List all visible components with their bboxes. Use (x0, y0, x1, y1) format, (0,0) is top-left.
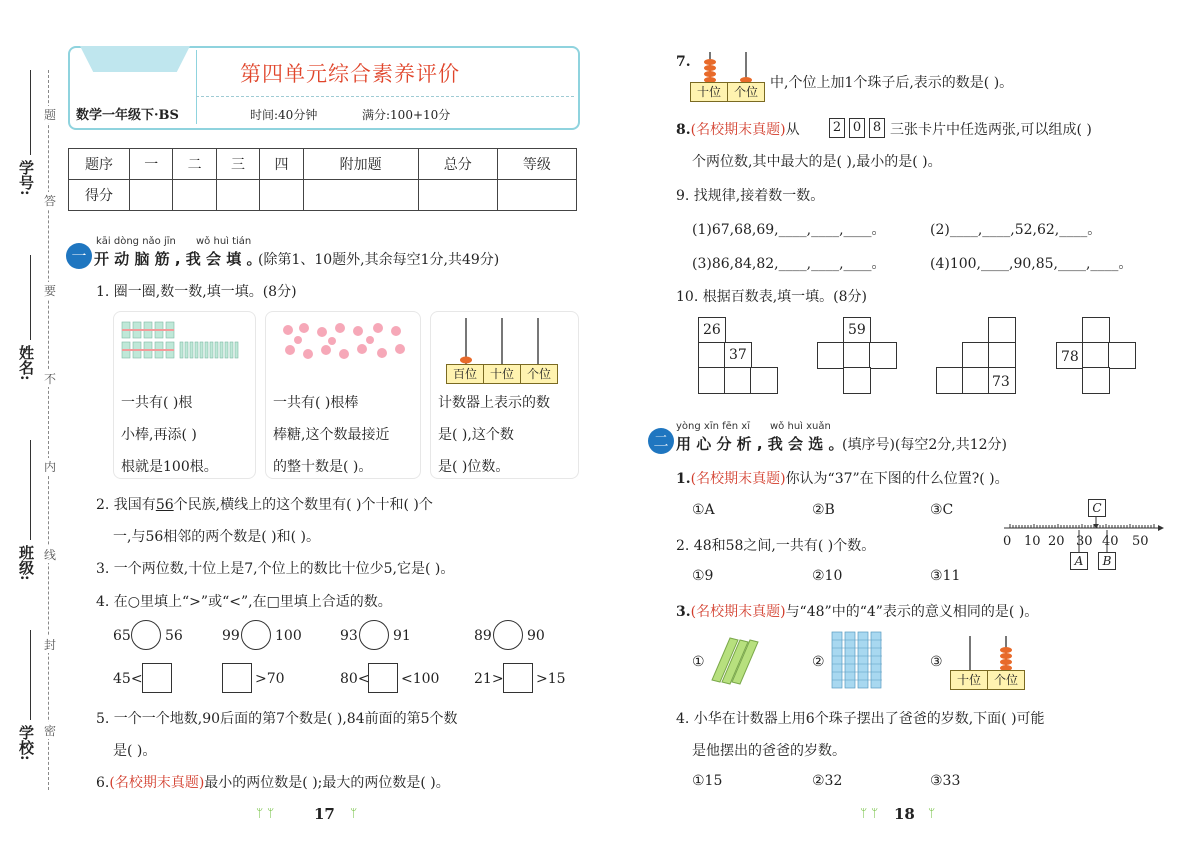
q4-number: 91 (393, 628, 411, 644)
card3-line1: 计数器上表示的数 (438, 395, 550, 411)
grid-cell[interactable] (750, 367, 778, 394)
tick-label: 30 (1076, 534, 1093, 549)
seal-char: 答 (44, 194, 57, 208)
seal-char: 不 (44, 372, 57, 386)
option[interactable]: ③C (930, 502, 954, 518)
question-7-text: 中,个位上加1个珠子后,表示的数是( )。 (770, 75, 1014, 91)
sprout-icon: ᛘ ᛘ (256, 806, 275, 820)
section-number-badge: 一 (66, 243, 92, 269)
place-hundreds-label: 百位 (446, 364, 484, 384)
question-5-line2: 是( )。 (113, 743, 157, 759)
tick-label: 0 (1003, 534, 1012, 549)
card2-line3: 的整十数是( )。 (273, 459, 373, 475)
card1-line2: 小棒,再添( ) (121, 427, 197, 443)
page-number-right: 18 (894, 805, 915, 823)
compare-circle[interactable] (131, 620, 161, 650)
compare-circle[interactable] (359, 620, 389, 650)
sprout-icon: ᛘ (928, 806, 936, 820)
score-input-cell[interactable] (303, 180, 418, 211)
s2q1-number: 1. (676, 471, 691, 487)
card3-line2: 是( ),这个数 (438, 427, 514, 443)
abacus-illustration (446, 316, 556, 366)
s2-question-2: 2. 48和58之间,一共有( )个数。 (676, 538, 876, 554)
q2-prefix: 2. 我国有 (96, 497, 156, 513)
option-mark[interactable]: ③ (930, 654, 943, 670)
score-input-cell[interactable] (130, 180, 173, 211)
lollipops-illustration (282, 322, 412, 368)
grid-cell[interactable] (1108, 342, 1136, 369)
question-4: 4. 在○里填上“>”或“<”,在□里填上合适的数。 (96, 594, 392, 610)
subject-label: 数学一年级下·BS (76, 108, 179, 123)
section-pinyin: yòng xīn fēn xī (676, 421, 750, 432)
question-5-line1: 5. 一个一个地数,90后面的第7个数是( ),84前面的第5个数 (96, 711, 458, 727)
grid-cell[interactable] (817, 342, 845, 369)
q4-number: 89 (474, 628, 492, 644)
grid-cell[interactable] (843, 342, 871, 369)
header-rule (196, 96, 574, 97)
abacus-illustration (950, 634, 1026, 672)
q9-sequence-1: (1)67,68,69,____,____,____。 (692, 222, 886, 238)
q9-sequence-2: (2)____,____,52,62,____。 (930, 222, 1102, 238)
grid-cell[interactable] (988, 342, 1016, 369)
grid-cell[interactable] (988, 317, 1016, 344)
grid-cell[interactable] (698, 367, 726, 394)
time-label: 时间:40分钟 (250, 108, 318, 122)
place-tens-label: 十位 (950, 670, 988, 690)
q9-sequence-3: (3)86,84,82,____,____,____。 (692, 256, 886, 272)
card1-line3: 根就是100根。 (121, 459, 218, 475)
q4-expr: >15 (536, 671, 566, 687)
question-2-line1 (96, 494, 433, 514)
bundled-sticks-illustration (832, 632, 884, 690)
q8-text-b: 三张卡片中任选两张,可以组成( ) (890, 122, 1092, 138)
abacus-illustration (690, 50, 766, 84)
school-blank (30, 630, 31, 720)
q4-expr: >70 (255, 671, 285, 687)
grid-cell[interactable] (1082, 317, 1110, 344)
section-pinyin: wǒ huì tián (196, 236, 252, 247)
q4-expr: <100 (401, 671, 440, 687)
answer-box[interactable] (142, 663, 172, 693)
seal-char: 封 (44, 638, 57, 652)
option[interactable]: ①15 (692, 773, 723, 789)
section-note: (填序号)(每空2分,共12分) (842, 437, 1008, 453)
q2-suffix: 个民族,横线上的这个数里有( )个十和( )个 (173, 497, 433, 513)
q6-number: 6. (96, 775, 110, 791)
q4-expr: 80< (340, 671, 370, 687)
name-blank (30, 255, 31, 340)
section-title: 用 心 分 析 , 我 会 选 。 (676, 435, 844, 453)
student-id-blank (30, 70, 31, 155)
question-1: 1. 圈一圈,数一数,填一填。(8分) (96, 284, 297, 300)
s2-question-3 (676, 601, 1038, 621)
grid-cell[interactable] (1082, 367, 1110, 394)
grid-cell[interactable] (962, 367, 990, 394)
grid-cell[interactable] (936, 367, 964, 394)
option[interactable]: ③11 (930, 568, 961, 584)
sprout-icon: ᛘ ᛘ (860, 806, 879, 820)
q8-number: 8. (676, 122, 691, 138)
grid-number: 78 (1061, 349, 1079, 365)
table-cell: 二 (173, 149, 216, 180)
grid-number: 59 (848, 322, 866, 338)
name-label: 姓名: (17, 345, 35, 381)
seal-char: 要 (44, 284, 57, 298)
digit-card: 0 (849, 118, 865, 138)
q9-sequence-4: (4)100,____,90,85,____,____。 (930, 256, 1133, 272)
question-10: 10. 根据百数表,填一填。(8分) (676, 289, 867, 305)
q4-number: 99 (222, 628, 240, 644)
option-mark[interactable]: ② (812, 654, 825, 670)
s2-question-4-line2: 是他摆出的爸爸的岁数。 (692, 743, 846, 759)
table-cell: 总分 (418, 149, 497, 180)
grid-number: 26 (703, 322, 721, 338)
q4-number: 100 (275, 628, 302, 644)
seal-char: 线 (44, 548, 57, 562)
answer-box[interactable] (503, 663, 533, 693)
tick-label: 40 (1102, 534, 1119, 549)
section-pinyin: wǒ huì xuǎn (770, 421, 831, 432)
option[interactable]: ①A (692, 502, 715, 518)
section-note: (除第1、10题外,其余每空1分,共49分) (258, 252, 500, 268)
question-2-line2: 一,与56相邻的两个数是( )和( )。 (113, 529, 321, 545)
q2-underlined-number: 56 (155, 497, 174, 513)
class-blank (30, 440, 31, 540)
section-title: 开 动 脑 筋 , 我 会 填 。 (94, 250, 262, 268)
grid-number: 73 (992, 374, 1010, 390)
header-divider (196, 50, 197, 124)
grid-cell[interactable] (843, 367, 871, 394)
place-tens-label: 十位 (483, 364, 521, 384)
s2q3-text: 与“48”中的“4”表示的意义相同的是( )。 (785, 604, 1039, 620)
point-label-a: A (1070, 552, 1088, 570)
section-pinyin: kāi dòng nǎo jīn (96, 236, 176, 247)
seal-char: 密 (44, 724, 57, 738)
digit-card: 8 (869, 118, 885, 138)
q4-number: 65 (113, 628, 131, 644)
table-row (69, 149, 577, 180)
answer-box[interactable] (222, 663, 252, 693)
card1-line1: 一共有( )根 (121, 395, 193, 411)
place-ones-label: 个位 (727, 82, 765, 102)
option[interactable]: ②B (812, 502, 835, 518)
grid-cell[interactable] (869, 342, 897, 369)
table-cell: 附加题 (303, 149, 418, 180)
s2q3-source-tag: (名校期末真题) (690, 604, 786, 620)
table-cell: 得分 (69, 180, 130, 211)
q6-text: 最小的两位数是( );最大的两位数是( )。 (204, 775, 450, 791)
tick-label: 10 (1024, 534, 1041, 549)
q4-number: 56 (165, 628, 183, 644)
answer-box[interactable] (368, 663, 398, 693)
grid-cell[interactable] (1082, 342, 1110, 369)
question-3: 3. 一个两位数,十位上是7,个位上的数比十位少5,它是( )。 (96, 561, 455, 577)
table-cell: 四 (260, 149, 303, 180)
binding-line (48, 70, 49, 790)
option[interactable]: ②10 (812, 568, 843, 584)
digit-card: 2 (829, 118, 845, 138)
score-table (68, 148, 577, 211)
s2q3-number: 3. (676, 604, 691, 620)
s2-question-1 (676, 468, 1009, 488)
s2-question-4-line1: 4. 小华在计数器上用6个珠子摆出了爸爸的岁数,下面( )可能 (676, 711, 1045, 727)
q8-text-a: 从 (785, 122, 800, 138)
page-number-left: 17 (314, 805, 335, 823)
seal-char: 内 (44, 460, 57, 474)
grid-cell[interactable] (962, 342, 990, 369)
page-title: 第四单元综合素养评价 (240, 62, 460, 86)
card2-line1: 一共有( )根棒 (273, 395, 359, 411)
q4-expr: 21> (474, 671, 504, 687)
question-8-line2: 个两位数,其中最大的是( ),最小的是( )。 (692, 154, 942, 170)
section-number-badge: 二 (648, 428, 674, 454)
question-7-number: 7. (676, 54, 691, 70)
q8-source-tag: (名校期末真题) (690, 122, 786, 138)
option[interactable]: ③33 (930, 773, 961, 789)
table-cell: 题序 (69, 149, 130, 180)
grid-cell[interactable] (724, 367, 752, 394)
table-cell: 等级 (497, 149, 576, 180)
score-input-cell[interactable] (497, 180, 576, 211)
full-score-label: 满分:100+10分 (362, 108, 451, 122)
table-row (69, 180, 577, 211)
option[interactable]: ②32 (812, 773, 843, 789)
grid-number: 37 (729, 347, 747, 363)
compare-circle[interactable] (493, 620, 523, 650)
question-8-line1 (676, 119, 800, 139)
tick-label: 50 (1132, 534, 1149, 549)
grid-cell[interactable] (698, 342, 726, 369)
sprout-icon: ᛘ (350, 806, 358, 820)
class-label: 班级: (17, 545, 35, 581)
card2-line2: 棒糖,这个数最接近 (273, 427, 390, 443)
q4-number: 93 (340, 628, 358, 644)
card3-line3: 是( )位数。 (438, 459, 510, 475)
option[interactable]: ①9 (692, 568, 714, 584)
question-9: 9. 找规律,接着数一数。 (676, 188, 825, 204)
q4-number: 90 (527, 628, 545, 644)
q4-expr: 45< (113, 671, 143, 687)
point-label-c: C (1088, 499, 1106, 517)
score-input-cell[interactable] (260, 180, 303, 211)
sticks-illustration (710, 636, 760, 686)
school-label: 学校: (17, 725, 35, 761)
tick-label: 20 (1048, 534, 1065, 549)
option-mark[interactable]: ① (692, 654, 705, 670)
place-ones-label: 个位 (987, 670, 1025, 690)
sticks-illustration (122, 322, 248, 362)
place-ones-label: 个位 (520, 364, 558, 384)
header-tab-decoration (80, 46, 190, 72)
compare-circle[interactable] (241, 620, 271, 650)
question-6 (96, 772, 450, 792)
score-input-cell[interactable] (418, 180, 497, 211)
s2q1-source-tag: (名校期末真题) (690, 471, 786, 487)
seal-char: 题 (44, 108, 57, 122)
q6-source-tag: (名校期末真题) (109, 775, 205, 791)
place-tens-label: 十位 (690, 82, 728, 102)
table-cell: 一 (130, 149, 173, 180)
score-input-cell[interactable] (216, 180, 259, 211)
score-input-cell[interactable] (173, 180, 216, 211)
table-cell: 三 (216, 149, 259, 180)
student-id-label: 学号: (17, 160, 35, 196)
s2q1-text: 你认为“37”在下图的什么位置?( )。 (785, 471, 1009, 487)
point-label-b: B (1098, 552, 1116, 570)
